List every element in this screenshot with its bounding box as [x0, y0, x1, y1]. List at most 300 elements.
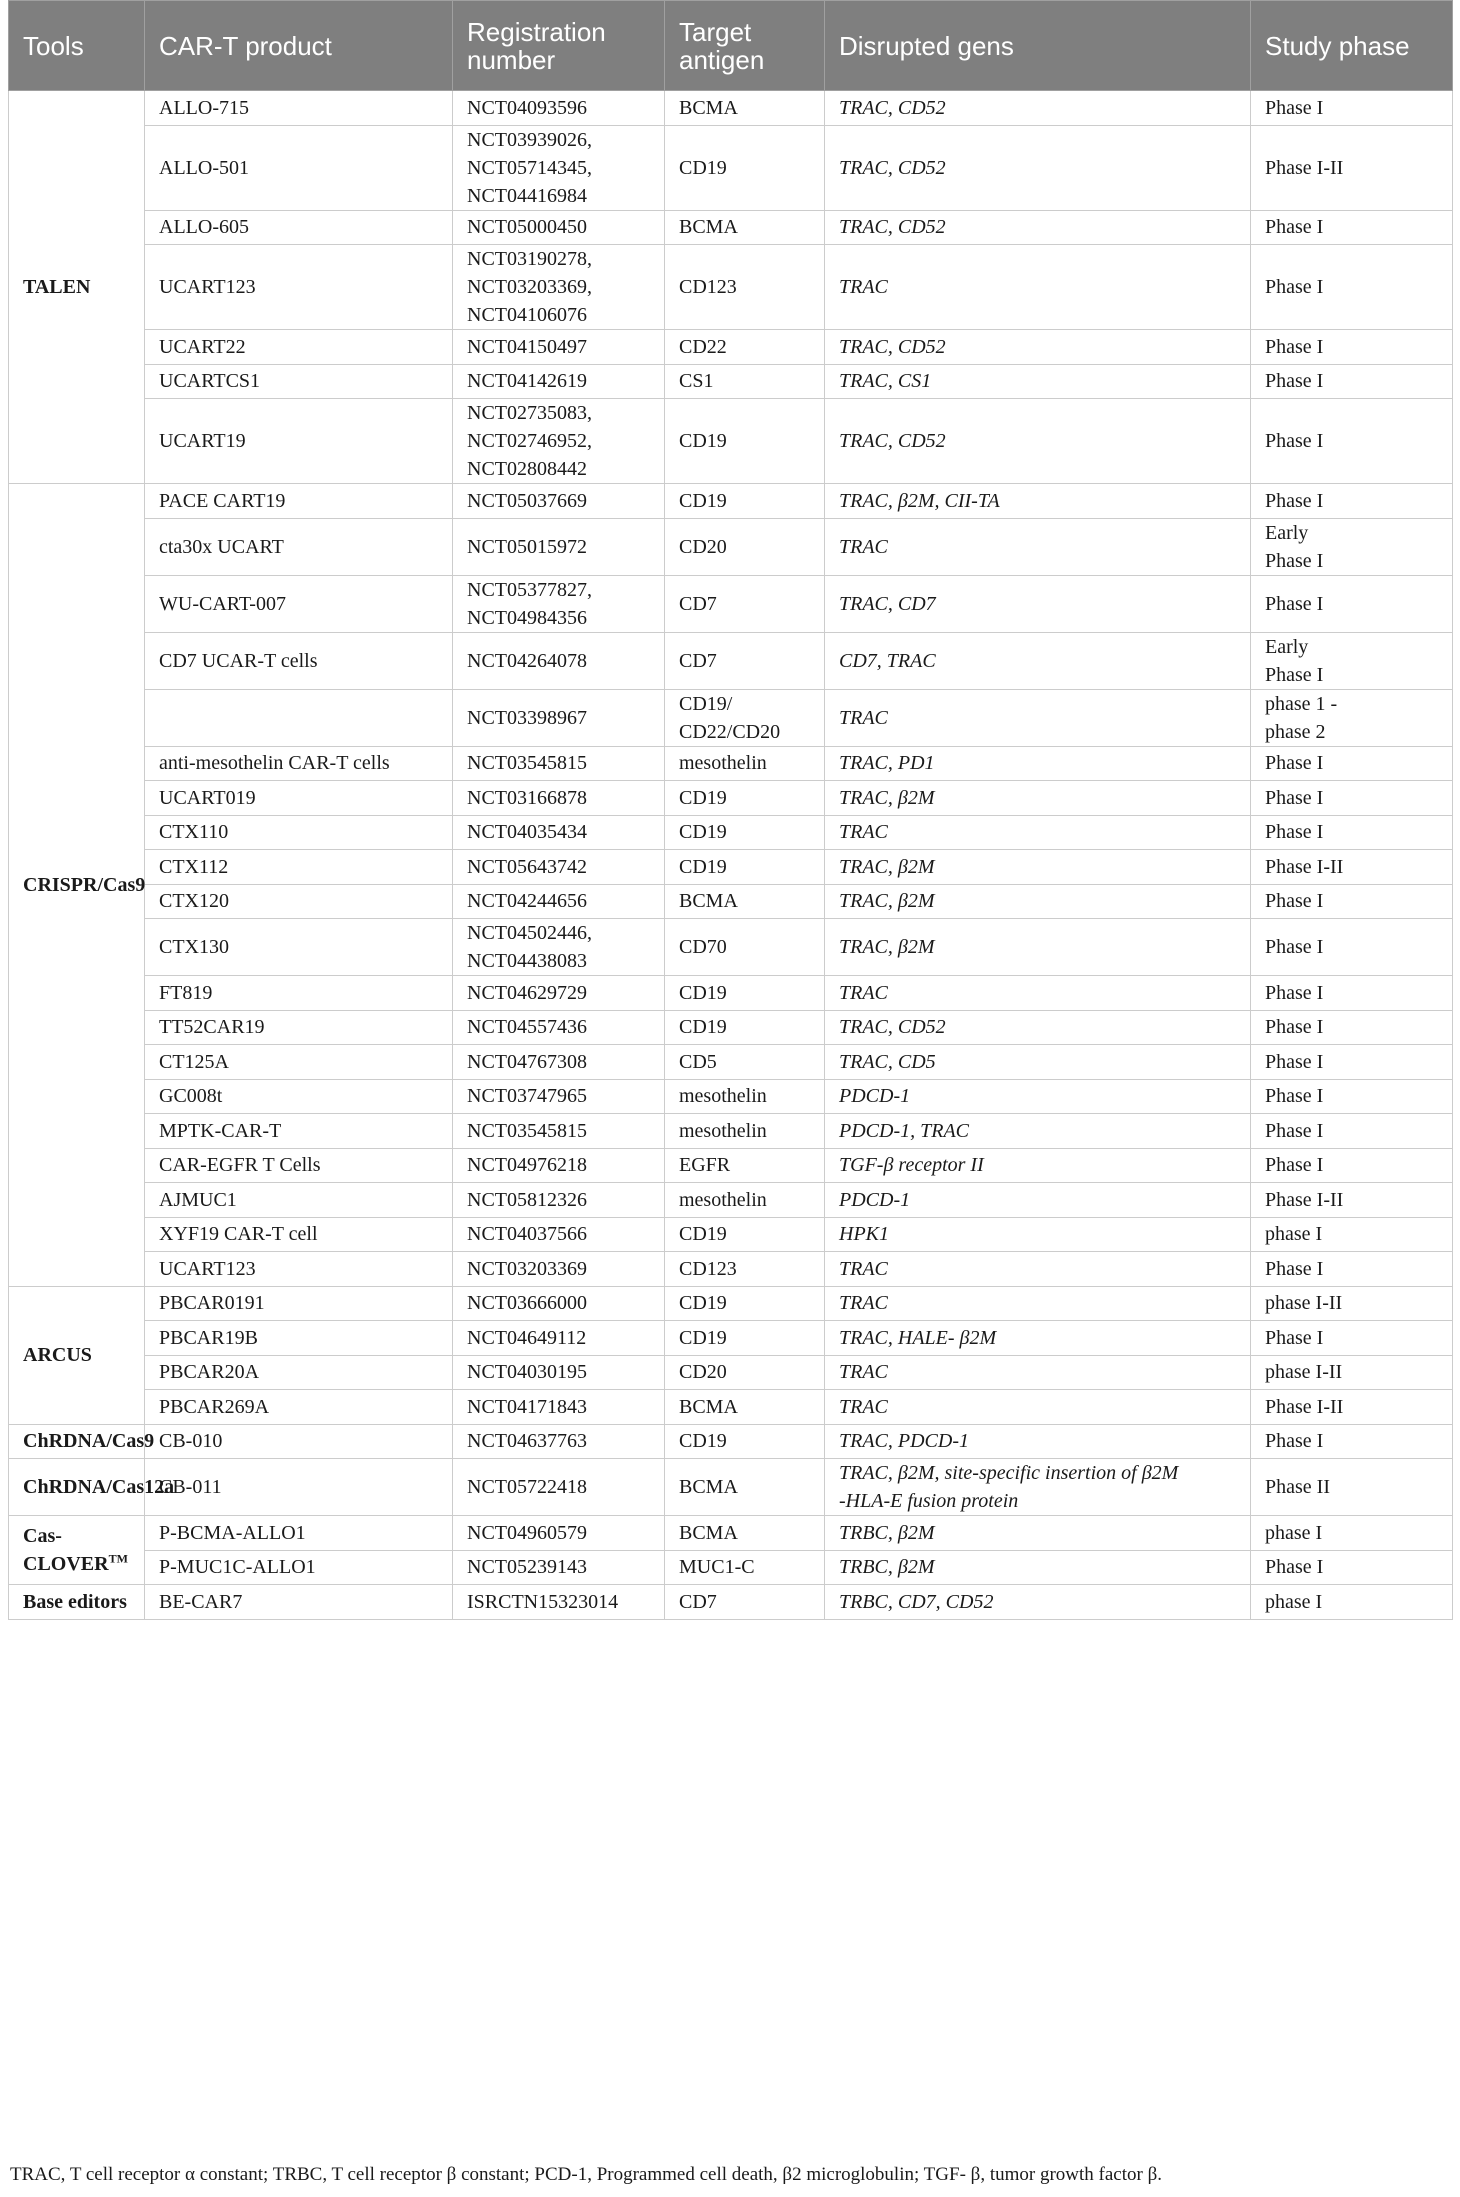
car-t-table — [8, 0, 1453, 1620]
cell-line: TRAC, CD7 — [839, 592, 936, 615]
tool-name: ChRDNA/Cas9 — [23, 1430, 155, 1453]
cell-line: Phase I — [1265, 1119, 1324, 1142]
antigen-cell — [665, 1114, 825, 1149]
product-cell: P-MUC1C-ALLO1 — [145, 1550, 453, 1585]
phase-cell — [1251, 1459, 1453, 1516]
genes-cell — [825, 1550, 1251, 1585]
table-row — [9, 1424, 1453, 1459]
genes-cell — [825, 689, 1251, 746]
cell-line: NCT04264078 — [467, 649, 587, 672]
table-row — [9, 1045, 1453, 1080]
genes-cell — [825, 1252, 1251, 1287]
tool-cell — [9, 1516, 145, 1585]
tool-name: Cas-CLOVER — [23, 1525, 109, 1575]
genes-cell — [825, 1424, 1251, 1459]
phase-cell — [1251, 689, 1453, 746]
cell-line: NCT03545815 — [467, 1119, 587, 1142]
product-cell: CTX120 — [145, 884, 453, 919]
col-header-product: CAR-T product — [145, 1, 453, 91]
phase-cell — [1251, 1390, 1453, 1425]
phase-cell — [1251, 1550, 1453, 1585]
product-cell: CD7 UCAR-T cells — [145, 632, 453, 689]
genes-cell — [825, 1459, 1251, 1516]
cell-line: CD19 — [679, 1016, 727, 1039]
phase-cell — [1251, 125, 1453, 210]
phase-cell — [1251, 399, 1453, 484]
genes-cell — [825, 1585, 1251, 1620]
registration-cell — [453, 815, 665, 850]
antigen-cell — [665, 1148, 825, 1183]
phase-cell — [1251, 1217, 1453, 1252]
cell-line: mesothelin — [679, 1188, 767, 1211]
cell-line: TRAC, β2M, CII-TA — [839, 489, 1000, 512]
registration-cell — [453, 976, 665, 1011]
antigen-cell — [665, 689, 825, 746]
genes-cell — [825, 1079, 1251, 1114]
product-cell: CTX130 — [145, 919, 453, 976]
product-cell: cta30x UCART — [145, 518, 453, 575]
cell-line: mesothelin — [679, 752, 767, 775]
cell-line: phase 1 - — [1265, 692, 1338, 715]
product-cell: PACE CART19 — [145, 484, 453, 519]
cell-line: TRAC — [839, 1361, 888, 1384]
cell-line: TRBC, β2M — [839, 1521, 935, 1544]
cell-line: Phase I — [1265, 430, 1324, 452]
cell-line: CS1 — [679, 370, 714, 393]
genes-cell — [825, 575, 1251, 632]
cell-line: CD22/CD20 — [679, 720, 781, 743]
product-cell: TT52CAR19 — [145, 1010, 453, 1045]
table-row — [9, 781, 1453, 816]
cell-line: TRAC, CD52 — [839, 335, 946, 358]
cell-line: Phase I — [1265, 663, 1324, 686]
cell-line: Phase I — [1265, 96, 1324, 119]
table-row — [9, 1390, 1453, 1425]
phase-cell — [1251, 1079, 1453, 1114]
registration-cell — [453, 1550, 665, 1585]
registration-cell — [453, 1516, 665, 1551]
cell-line: CD19 — [679, 981, 727, 1004]
cell-line: NCT04093596 — [467, 96, 587, 119]
cell-line: Early — [1265, 635, 1309, 658]
table-row — [9, 125, 1453, 210]
cell-line: CD19 — [679, 1430, 727, 1453]
product-cell: GC008t — [145, 1079, 453, 1114]
product-cell: XYF19 CAR-T cell — [145, 1217, 453, 1252]
cell-line: TRAC — [839, 821, 888, 844]
antigen-cell — [665, 850, 825, 885]
table-row — [9, 1321, 1453, 1356]
cell-line: phase I — [1265, 1590, 1323, 1613]
cell-line: phase I-II — [1265, 1292, 1343, 1315]
antigen-cell — [665, 1079, 825, 1114]
cell-line: phase 2 — [1265, 720, 1326, 743]
product-cell: UCART19 — [145, 399, 453, 484]
product-cell: FT819 — [145, 976, 453, 1011]
genes-cell — [825, 1114, 1251, 1149]
genes-cell — [825, 1355, 1251, 1390]
cell-line: BCMA — [679, 1521, 738, 1544]
cell-line: Phase I — [1265, 276, 1324, 298]
cell-line: NCT02746952, — [467, 430, 592, 452]
phase-cell — [1251, 364, 1453, 399]
cell-line: TRAC — [839, 706, 888, 729]
cell-line: CD7, TRAC — [839, 649, 936, 672]
cell-line: CD19 — [679, 156, 727, 179]
antigen-cell — [665, 781, 825, 816]
cell-line: CD20 — [679, 535, 727, 558]
registration-cell — [453, 575, 665, 632]
cell-line: phase I-II — [1265, 1361, 1343, 1384]
cell-line: PDCD-1 — [839, 1188, 911, 1211]
registration-cell — [453, 399, 665, 484]
cell-line: Phase I — [1265, 821, 1324, 844]
antigen-cell — [665, 976, 825, 1011]
cell-line: Phase I — [1265, 1050, 1324, 1073]
antigen-cell — [665, 575, 825, 632]
product-cell: CTX110 — [145, 815, 453, 850]
cell-line: Phase I — [1265, 1326, 1324, 1349]
phase-cell — [1251, 1045, 1453, 1080]
product-cell: ALLO-605 — [145, 210, 453, 245]
cell-line: TRAC, β2M — [839, 855, 935, 878]
cell-line: NCT04150497 — [467, 335, 587, 358]
cell-line: CD19 — [679, 855, 727, 878]
table-row — [9, 210, 1453, 245]
cell-line: TRBC, β2M — [839, 1556, 935, 1579]
product-cell: CT125A — [145, 1045, 453, 1080]
cell-line: TRAC, CD52 — [839, 96, 946, 119]
cell-line: Phase II — [1265, 1476, 1330, 1498]
registration-cell — [453, 1010, 665, 1045]
cell-line: CD123 — [679, 276, 737, 298]
cell-line: NCT03190278, — [467, 248, 592, 270]
antigen-cell — [665, 125, 825, 210]
cell-line: NCT03398967 — [467, 706, 587, 729]
cell-line: NCT03666000 — [467, 1292, 587, 1315]
cell-line: TRAC, CD52 — [839, 430, 946, 452]
registration-cell — [453, 1114, 665, 1149]
product-cell: UCART22 — [145, 330, 453, 365]
cell-line: CD7 — [679, 649, 717, 672]
table-row — [9, 919, 1453, 976]
phase-cell — [1251, 1148, 1453, 1183]
table-row — [9, 575, 1453, 632]
antigen-cell — [665, 91, 825, 126]
cell-line: Phase I-II — [1265, 1188, 1344, 1211]
antigen-cell — [665, 364, 825, 399]
phase-cell — [1251, 518, 1453, 575]
cell-line: NCT02735083, — [467, 402, 592, 424]
genes-cell — [825, 632, 1251, 689]
phase-cell — [1251, 1252, 1453, 1287]
product-cell: UCART123 — [145, 245, 453, 330]
cell-line: TRAC, CD52 — [839, 216, 946, 239]
antigen-cell — [665, 815, 825, 850]
cell-line: NCT02808442 — [467, 458, 587, 480]
registration-cell — [453, 746, 665, 781]
antigen-cell — [665, 919, 825, 976]
cell-line: Phase I — [1265, 1085, 1324, 1108]
cell-line: NCT04030195 — [467, 1361, 587, 1384]
registration-cell — [453, 1079, 665, 1114]
cell-line: BCMA — [679, 96, 738, 119]
tool-cell — [9, 1585, 145, 1620]
genes-cell — [825, 484, 1251, 519]
cell-line: Phase I — [1265, 1257, 1324, 1280]
product-cell: CTX112 — [145, 850, 453, 885]
phase-cell — [1251, 91, 1453, 126]
product-cell: UCART123 — [145, 1252, 453, 1287]
table-row — [9, 484, 1453, 519]
product-cell: UCART019 — [145, 781, 453, 816]
genes-cell — [825, 518, 1251, 575]
table-row — [9, 850, 1453, 885]
table-row — [9, 330, 1453, 365]
cell-line: Phase I-II — [1265, 156, 1344, 179]
cell-line: NCT05000450 — [467, 216, 587, 239]
cell-line: mesothelin — [679, 1119, 767, 1142]
antigen-cell — [665, 1321, 825, 1356]
table-row — [9, 1252, 1453, 1287]
cell-line: CD19 — [679, 430, 727, 452]
cell-line: NCT05722418 — [467, 1476, 587, 1498]
tool-cell — [9, 1459, 175, 1516]
cell-line: HPK1 — [839, 1223, 889, 1246]
cell-line: CD7 — [679, 1590, 717, 1613]
antigen-cell — [665, 1424, 825, 1459]
cell-line: NCT05239143 — [467, 1556, 587, 1579]
table-row — [9, 1148, 1453, 1183]
antigen-cell — [665, 1183, 825, 1218]
cell-line: BCMA — [679, 1476, 738, 1498]
cell-line: BCMA — [679, 216, 738, 239]
registration-cell — [453, 91, 665, 126]
genes-cell — [825, 746, 1251, 781]
cell-line: NCT03939026, — [467, 128, 592, 151]
product-cell: MPTK-CAR-T — [145, 1114, 453, 1149]
genes-cell — [825, 1286, 1251, 1321]
cell-line: phase I — [1265, 1521, 1323, 1544]
registration-cell — [453, 689, 665, 746]
table-row — [9, 1183, 1453, 1218]
phase-cell — [1251, 632, 1453, 689]
product-cell: CB-010 — [145, 1424, 453, 1459]
cell-line: Phase I — [1265, 1016, 1324, 1039]
cell-line: NCT04960579 — [467, 1521, 587, 1544]
genes-cell — [825, 91, 1251, 126]
cell-line: Early — [1265, 521, 1309, 544]
table-row — [9, 1516, 1453, 1551]
cell-line: TRAC, β2M — [839, 936, 935, 958]
cell-line: TRAC, HALE- β2M — [839, 1326, 997, 1349]
cell-line: Phase I — [1265, 786, 1324, 809]
cell-line: NCT04557436 — [467, 1016, 587, 1039]
phase-cell — [1251, 850, 1453, 885]
product-cell: ALLO-715 — [145, 91, 453, 126]
product-cell: UCARTCS1 — [145, 364, 453, 399]
table-row — [9, 1550, 1453, 1585]
genes-cell — [825, 976, 1251, 1011]
phase-cell — [1251, 1516, 1453, 1551]
registration-cell — [453, 1286, 665, 1321]
genes-cell — [825, 815, 1251, 850]
phase-cell — [1251, 1585, 1453, 1620]
antigen-cell — [665, 330, 825, 365]
cell-line: mesothelin — [679, 1085, 767, 1108]
tool-cell — [9, 91, 145, 484]
cell-line: CD123 — [679, 1257, 737, 1280]
product-cell: AJMUC1 — [145, 1183, 453, 1218]
cell-line: CD19 — [679, 1326, 727, 1349]
cell-line: TRAC, CS1 — [839, 370, 932, 393]
product-cell: CAR-EGFR T Cells — [145, 1148, 453, 1183]
tool-cell — [9, 1286, 145, 1424]
product-cell: anti-mesothelin CAR-T cells — [145, 746, 453, 781]
genes-cell — [825, 850, 1251, 885]
cell-line: TRAC, CD5 — [839, 1050, 936, 1073]
cell-line: TRAC, PDCD-1 — [839, 1430, 969, 1453]
cell-line: CD70 — [679, 936, 727, 958]
cell-line: Phase I — [1265, 1556, 1324, 1579]
table-row — [9, 1585, 1453, 1620]
cell-line: CD7 — [679, 592, 717, 615]
table-row — [9, 1286, 1453, 1321]
product-cell: PBCAR20A — [145, 1355, 453, 1390]
cell-line: Phase I — [1265, 370, 1324, 393]
tool-name: ChRDNA/Cas12a — [23, 1476, 175, 1498]
cell-line: CD19 — [679, 786, 727, 809]
antigen-cell — [665, 1390, 825, 1425]
cell-line: CD20 — [679, 1361, 727, 1384]
genes-cell — [825, 1183, 1251, 1218]
cell-line: NCT03545815 — [467, 752, 587, 775]
cell-line: TRAC, β2M, site-specific insertion of β2M — [839, 1462, 1179, 1484]
table-row — [9, 976, 1453, 1011]
phase-cell — [1251, 976, 1453, 1011]
col-header-phase: Study phase — [1251, 1, 1453, 91]
table-row — [9, 1459, 1453, 1516]
cell-line: NCT03203369 — [467, 1257, 587, 1280]
cell-line: TGF-β receptor II — [839, 1154, 984, 1177]
cell-line: BCMA — [679, 890, 738, 913]
cell-line: NCT04142619 — [467, 370, 587, 393]
col-header-tools: Tools — [9, 1, 145, 91]
cell-line: NCT05015972 — [467, 535, 587, 558]
cell-line: NCT04637763 — [467, 1430, 587, 1453]
genes-cell — [825, 1321, 1251, 1356]
phase-cell — [1251, 1010, 1453, 1045]
antigen-cell — [665, 399, 825, 484]
cell-line: EGFR — [679, 1154, 731, 1177]
registration-cell — [453, 1459, 665, 1516]
phase-cell — [1251, 484, 1453, 519]
cell-line: BCMA — [679, 1395, 738, 1418]
antigen-cell — [665, 884, 825, 919]
cell-line: NCT05377827, — [467, 578, 592, 601]
cell-line: TRBC, CD7, CD52 — [839, 1590, 994, 1613]
antigen-cell — [665, 1010, 825, 1045]
phase-cell — [1251, 1424, 1453, 1459]
cell-line: TRAC — [839, 1395, 888, 1418]
cell-line: TRAC — [839, 1257, 888, 1280]
genes-cell — [825, 399, 1251, 484]
cell-line: NCT04037566 — [467, 1223, 587, 1246]
table-row — [9, 91, 1453, 126]
tool-name: Base editors — [23, 1590, 127, 1613]
cell-line: TRAC, β2M — [839, 890, 935, 913]
cell-line: -HLA-E fusion protein — [839, 1490, 1019, 1512]
product-cell: PBCAR269A — [145, 1390, 453, 1425]
phase-cell — [1251, 781, 1453, 816]
cell-line: TRAC — [839, 981, 888, 1004]
cell-line: TRAC, CD52 — [839, 156, 946, 179]
registration-cell — [453, 125, 665, 210]
cell-line: NCT04416984 — [467, 184, 587, 207]
tool-cell — [9, 1424, 155, 1459]
phase-cell — [1251, 1355, 1453, 1390]
cell-line: Phase I-II — [1265, 1395, 1344, 1418]
trademark-superscript: TM — [108, 1551, 128, 1566]
product-cell: PBCAR19B — [145, 1321, 453, 1356]
registration-cell — [453, 781, 665, 816]
registration-cell — [453, 1045, 665, 1080]
phase-cell — [1251, 245, 1453, 330]
table-row — [9, 1217, 1453, 1252]
cell-line: Phase I — [1265, 549, 1324, 572]
cell-line: NCT04767308 — [467, 1050, 587, 1073]
table-row — [9, 245, 1453, 330]
registration-cell — [453, 1217, 665, 1252]
cell-line: TRAC, PD1 — [839, 752, 935, 775]
tool-name: TALEN — [23, 276, 91, 298]
cell-line: NCT05037669 — [467, 489, 587, 512]
antigen-cell — [665, 210, 825, 245]
cell-line: Phase I — [1265, 981, 1324, 1004]
registration-cell — [453, 245, 665, 330]
genes-cell — [825, 884, 1251, 919]
cell-line: CD19 — [679, 821, 727, 844]
registration-cell — [453, 330, 665, 365]
table-row — [9, 364, 1453, 399]
tool-name: ARCUS — [23, 1344, 92, 1366]
product-cell: CB-011 — [145, 1459, 453, 1516]
antigen-cell — [665, 746, 825, 781]
genes-cell — [825, 1516, 1251, 1551]
antigen-cell — [665, 1217, 825, 1252]
cell-line: PDCD-1, TRAC — [839, 1119, 969, 1142]
table-row — [9, 632, 1453, 689]
cell-line: PDCD-1 — [839, 1085, 911, 1108]
cell-line: NCT05812326 — [467, 1188, 587, 1211]
table-row — [9, 399, 1453, 484]
table-row — [9, 1355, 1453, 1390]
registration-cell — [453, 1252, 665, 1287]
cell-line: TRAC — [839, 276, 888, 298]
genes-cell — [825, 364, 1251, 399]
antigen-cell — [665, 1355, 825, 1390]
phase-cell — [1251, 1286, 1453, 1321]
antigen-cell — [665, 1585, 825, 1620]
registration-cell — [453, 884, 665, 919]
phase-cell — [1251, 884, 1453, 919]
tool-cell — [9, 484, 145, 1287]
cell-line: Phase I — [1265, 489, 1324, 512]
col-header-registration: Registration number — [453, 1, 665, 91]
registration-cell — [453, 210, 665, 245]
cell-line: CD19 — [679, 1223, 727, 1246]
cell-line: TRAC, β2M — [839, 786, 935, 809]
